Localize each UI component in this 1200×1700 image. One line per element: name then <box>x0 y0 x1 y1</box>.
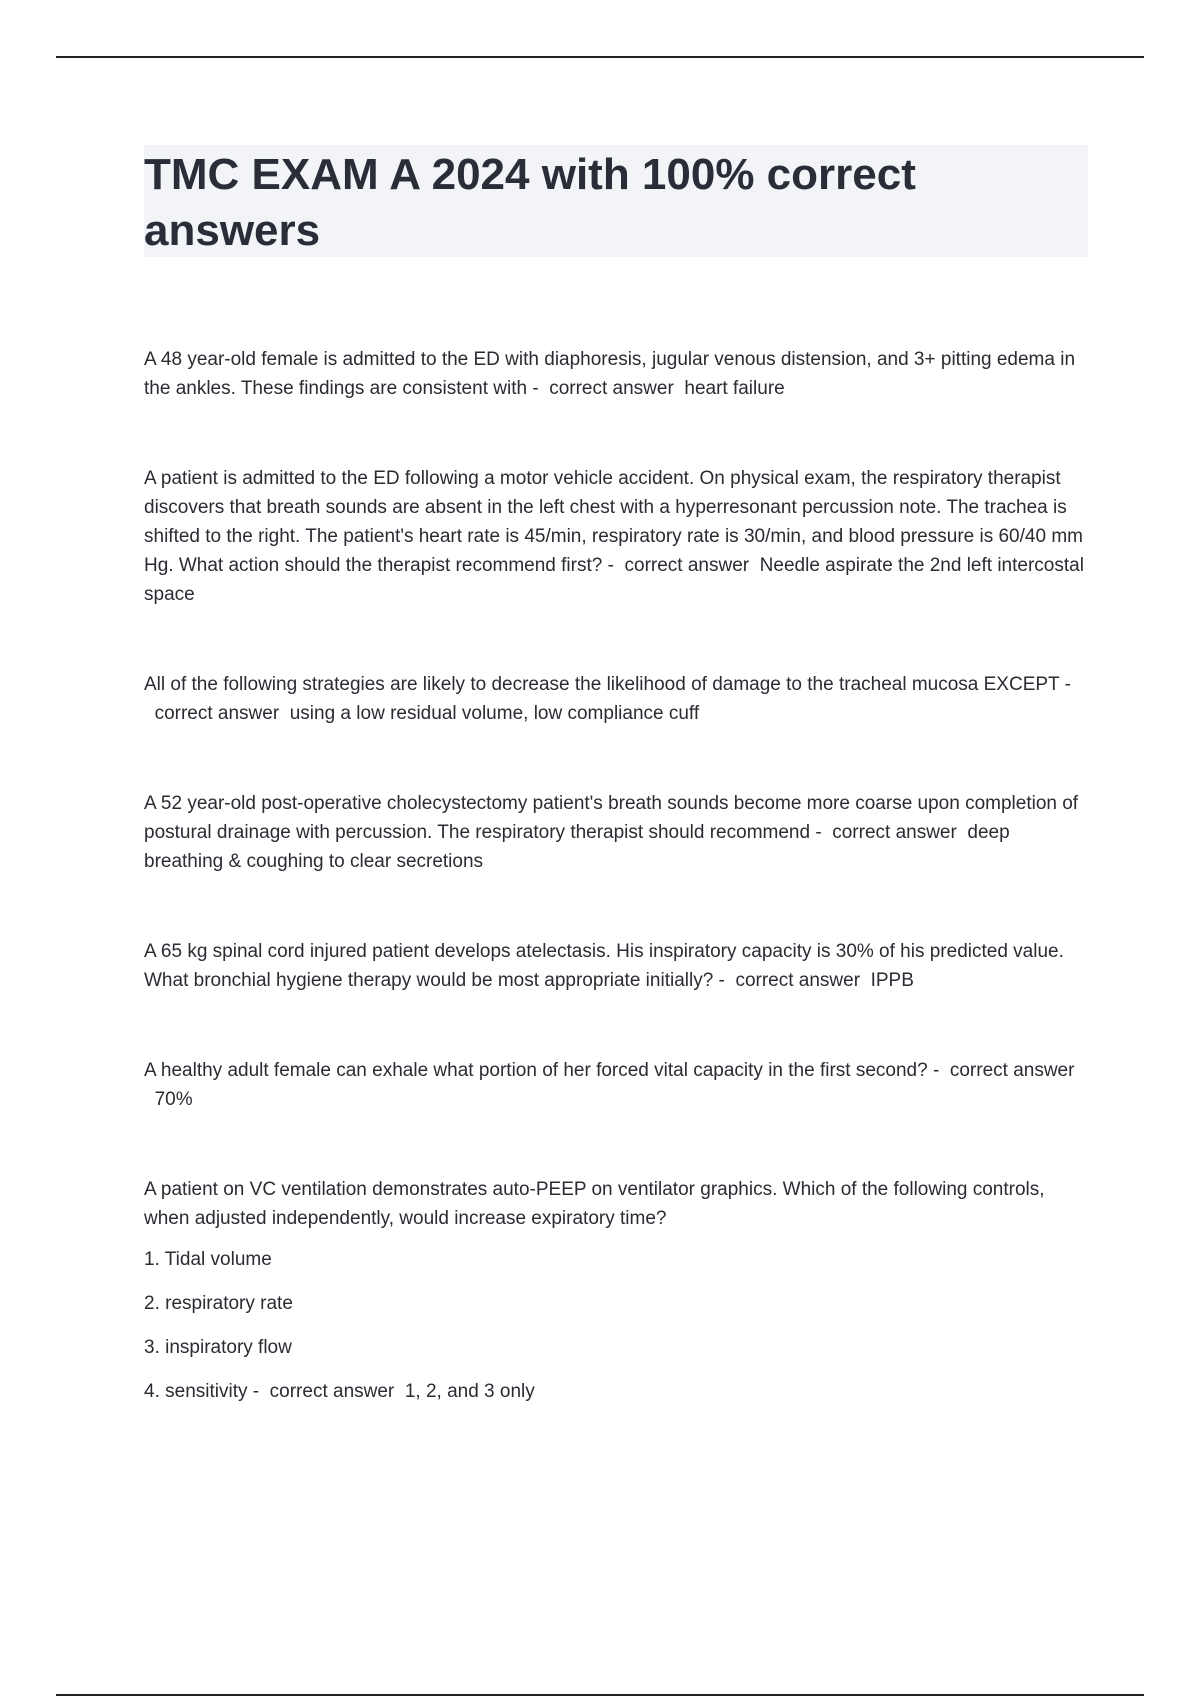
answer-text: 1, 2, and 3 only <box>404 1381 535 1402</box>
question-text: A healthy adult female can exhale what portion of her forced vital capacity in the first second? - <box>144 1060 940 1081</box>
answer-text: heart failure <box>684 378 785 399</box>
question-text: All of the following strategies are likely to decrease the likelihood of damage to the tracheal mucosa EXCEPT - <box>144 674 1071 695</box>
header-rule <box>56 56 1144 58</box>
option-3: 3. inspiratory flow <box>144 1337 292 1358</box>
qa-item-6 <box>144 1056 1094 1114</box>
qa-item-4 <box>144 789 1094 876</box>
question-text: A 48 year-old female is admitted to the ED with diaphoresis, jugular venous distension, and 3+ pitting edema in the ankles. These findings are consistent with - <box>144 349 1076 399</box>
answer-label: correct answer <box>154 703 280 724</box>
qa-item-1 <box>144 345 1094 403</box>
qa-item-7-question: A patient on VC ventilation demonstrates auto-PEEP on ventilator graphics. Which of the following controls, when adjusted independently, would increase expiratory time? <box>144 1179 1045 1229</box>
document-title: TMC EXAM A 2024 with 100% correct answers <box>144 150 916 255</box>
answer-label: correct answer <box>624 555 750 576</box>
option-4-with-answer <box>144 1377 1094 1406</box>
qa-item-2 <box>144 464 1094 609</box>
answer-label: correct answer <box>832 822 957 843</box>
answer-text: using a low residual volume, low compliance cuff <box>289 703 700 724</box>
title-banner <box>144 145 1088 257</box>
answer-text: IPPB <box>870 970 914 991</box>
answer-label: correct answer <box>269 1381 395 1402</box>
question-text: A patient is admitted to the ED following a motor vehicle accident. On physical exam, the respiratory therapist discovers that breath sounds are absent in the left chest with a hyperresonant percussion note. The trachea is shifted to the right. The patient's heart rate is 45/min, respiratory rate is 30/min, and blood pressure is 60/40 mm Hg. What action should the therapist recommend first? - <box>144 468 1083 576</box>
footer-rule <box>56 1694 1144 1696</box>
question-text: A 65 kg spinal cord injured patient develops atelectasis. His inspiratory capacity is 30% of his predicted value. What bronchial hygiene therapy would be most appropriate initially? - <box>144 941 1064 991</box>
option-1: 1. Tidal volume <box>144 1249 272 1270</box>
option-2: 2. respiratory rate <box>144 1293 293 1314</box>
answer-text: Needle aspirate the 2nd left intercostal space <box>144 555 1084 605</box>
answer-label: correct answer <box>549 378 674 399</box>
answer-text: 70% <box>154 1089 193 1110</box>
qa-item-5 <box>144 937 1094 995</box>
answer-label: correct answer <box>949 1060 1075 1081</box>
answer-label: correct answer <box>735 970 861 991</box>
question-text: A 52 year-old post-operative cholecystectomy patient's breath sounds become more coarse upon completion of postural drainage with percussion. The respiratory therapist should recommend - <box>144 793 1079 843</box>
qa-item-3 <box>144 670 1094 728</box>
option-4: 4. sensitivity - <box>144 1381 260 1402</box>
answer-text: deep breathing & coughing to clear secretions <box>144 822 1010 872</box>
qa-list <box>144 345 1094 1421</box>
